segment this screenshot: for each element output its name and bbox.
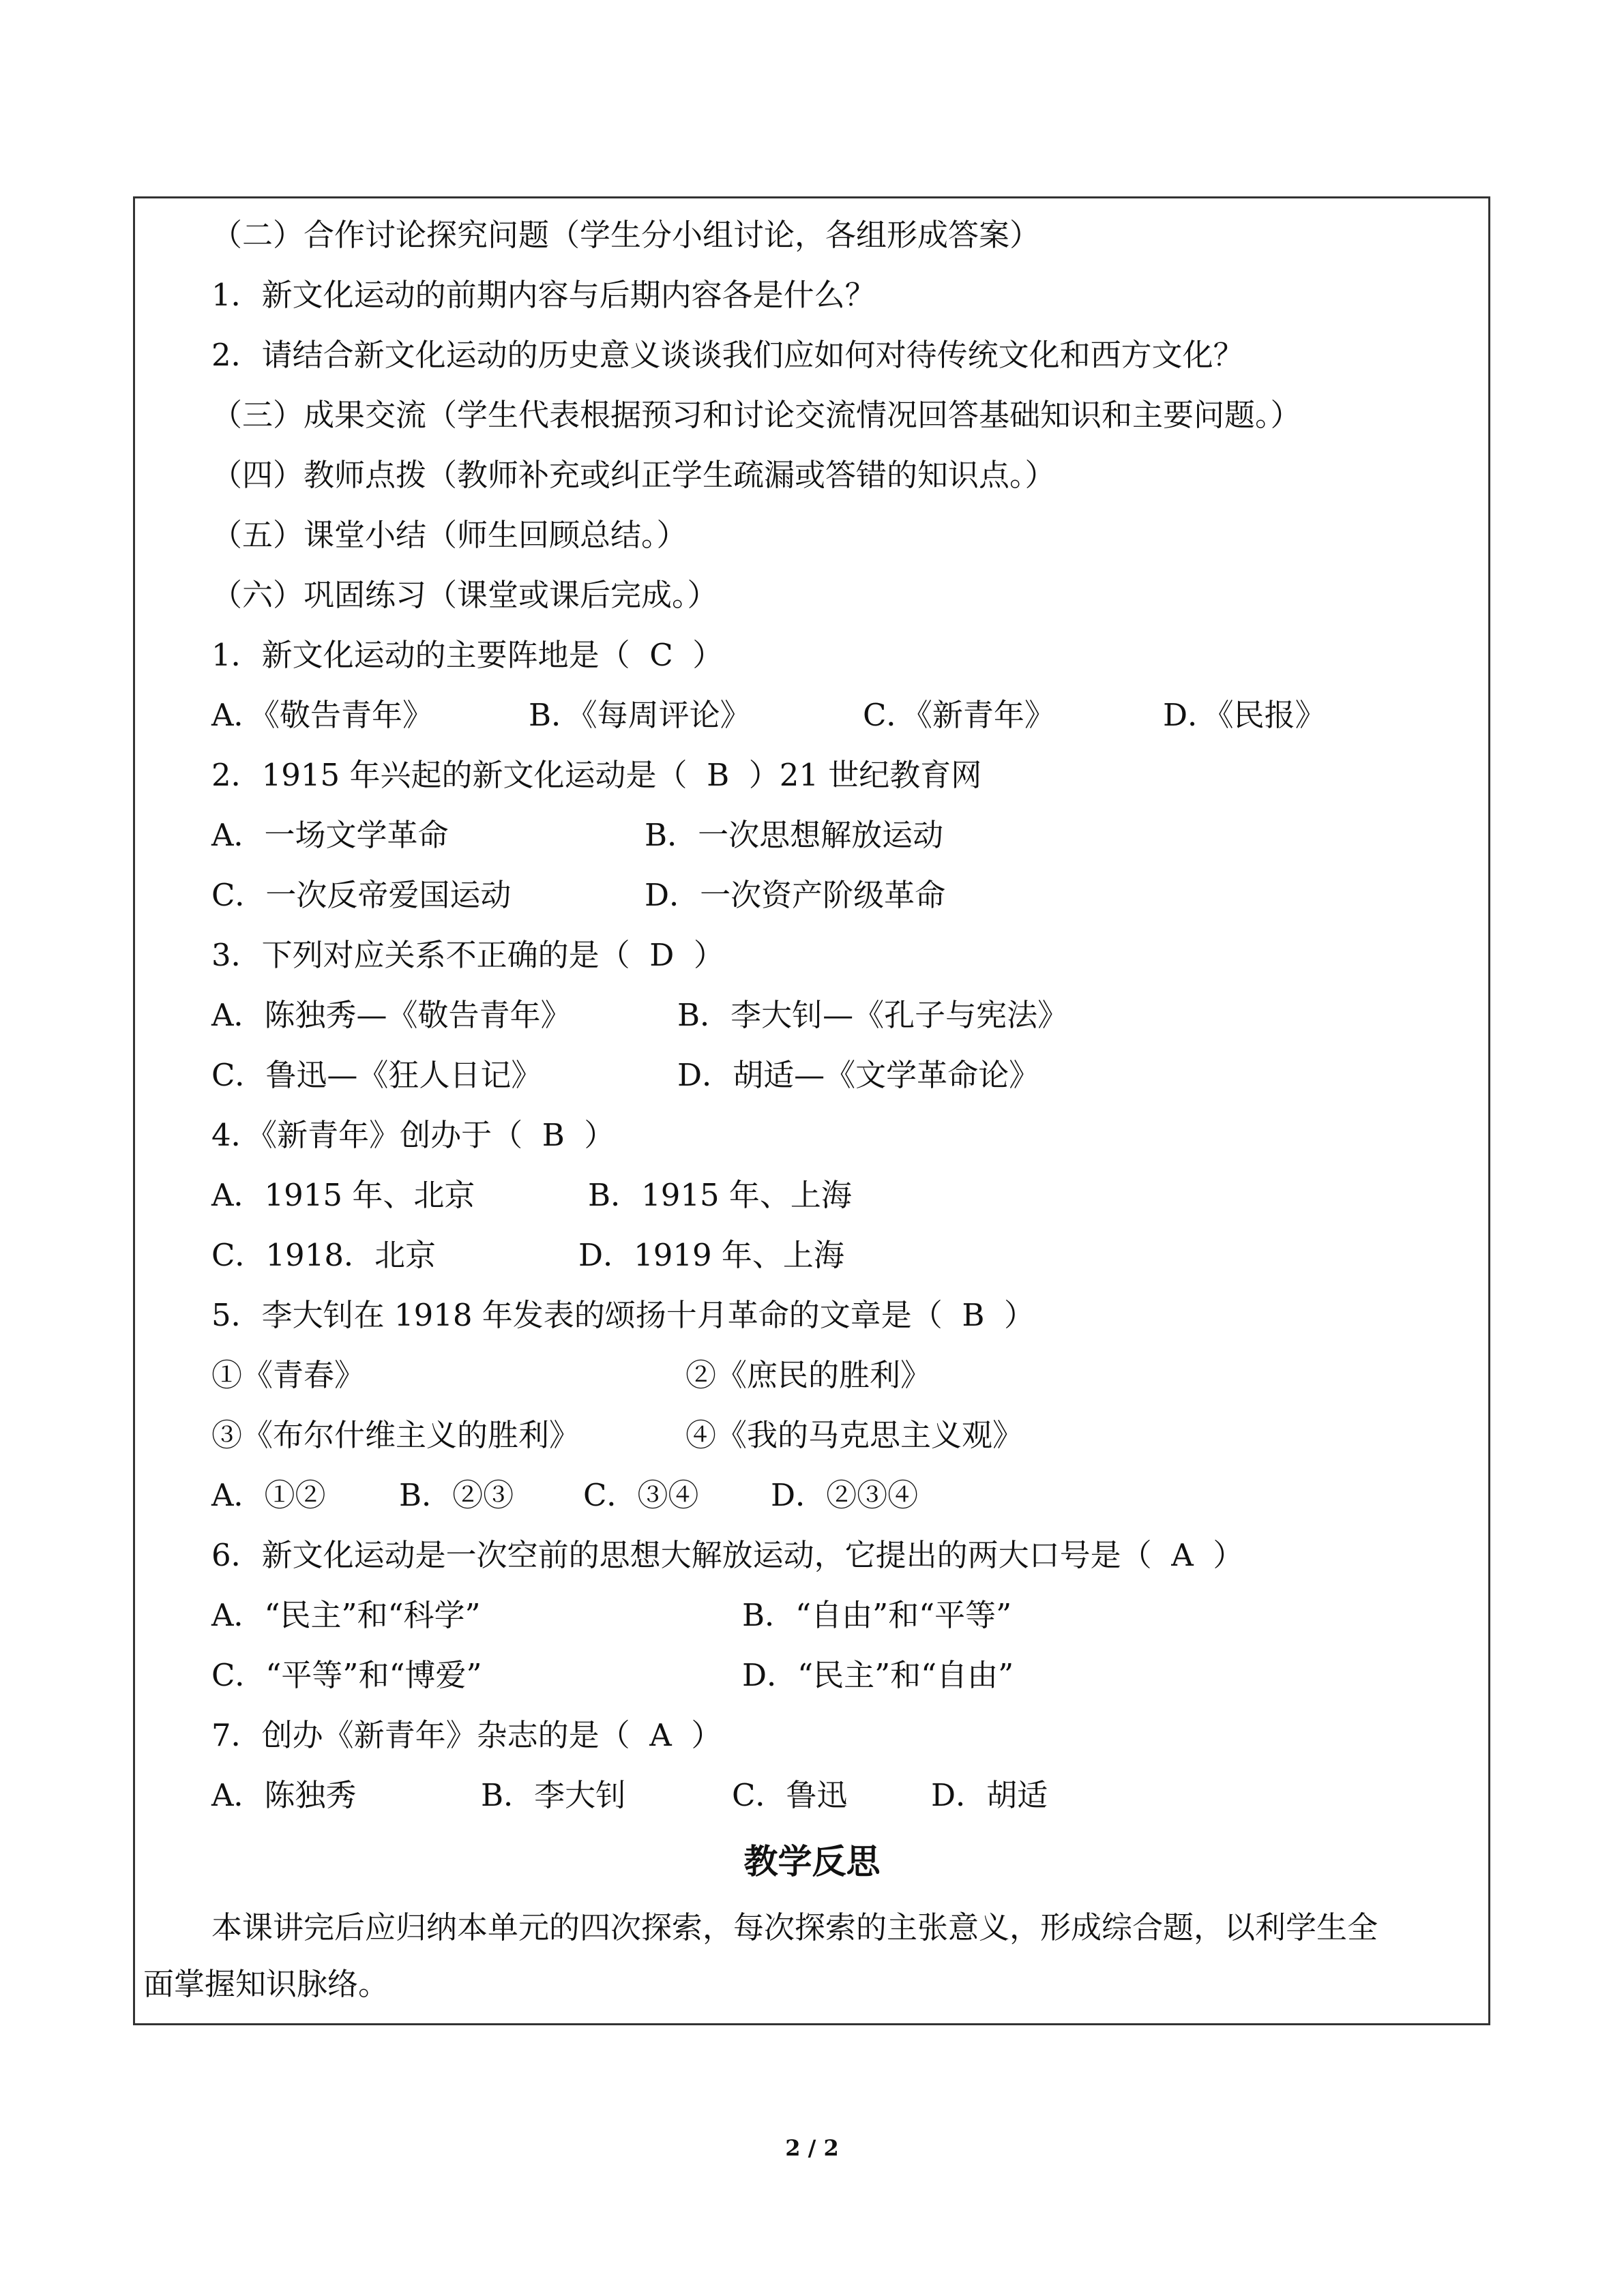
question-5-item-3: ③《布尔什维主义的胜利》 <box>211 1417 580 1453</box>
question-7-option-a: A．陈独秀 <box>211 1777 357 1813</box>
page-number: 2 / 2 <box>785 2135 839 2161</box>
question-2-option-b: B．一次思想解放运动 <box>645 817 944 853</box>
practice-section: （六）巩固练习（课堂或课后完成。） <box>211 577 718 613</box>
discussion-question-1: 1．新文化运动的前期内容与后期内容各是什么？ <box>211 277 876 313</box>
question-5-option-a: A．①② <box>211 1477 326 1513</box>
question-5-item-4: ④《我的马克思主义观》 <box>685 1417 1024 1453</box>
question-5-item-2: ②《庶民的胜利》 <box>685 1357 932 1393</box>
question-7-option-b: B．李大钊 <box>481 1777 627 1813</box>
question-3-option-c: C．鲁迅—《狂人日记》 <box>211 1057 542 1093</box>
question-2-option-c: C．一次反帝爱国运动 <box>211 877 512 913</box>
question-6-option-c: C．“平等”和“博爱” <box>211 1657 482 1693</box>
question-2-option-d: D．一次资产阶级革命 <box>645 877 946 913</box>
question-2-option-a: A．一场文学革命 <box>211 817 449 853</box>
question-6-option-b: B．“自由”和“平等” <box>742 1597 1012 1633</box>
question-3-option-d: D．胡适—《文学革命论》 <box>677 1057 1040 1093</box>
question-4-option-a: A．1915 年、北京 <box>211 1177 475 1213</box>
question-6-option-d: D．“民主”和“自由” <box>742 1657 1014 1693</box>
question-6-stem: 6．新文化运动是一次空前的思想大解放运动，它提出的两大口号是（ A ） <box>211 1537 1244 1573</box>
question-4-stem: 4．《新青年》创办于（ B ） <box>211 1117 615 1153</box>
question-2-stem: 2．1915 年兴起的新文化运动是（ B ）21 世纪教育网 <box>211 757 982 793</box>
question-1-option-d: D．《民报》 <box>1163 697 1326 733</box>
question-7-option-c: C．鲁迅 <box>732 1777 848 1813</box>
question-5-option-c: C．③④ <box>583 1477 699 1513</box>
question-4-option-b: B．1915 年、上海 <box>588 1177 852 1213</box>
question-6-option-a: A．“民主”和“科学” <box>211 1597 481 1633</box>
question-3-option-a: A．陈独秀—《敬告青年》 <box>211 997 572 1033</box>
question-5-item-1: ①《青春》 <box>211 1357 366 1393</box>
question-3-stem: 3．下列对应关系不正确的是（ D ） <box>211 937 724 973</box>
question-7-stem: 7．创办《新青年》杂志的是（ A ） <box>211 1717 722 1753</box>
guidance-section: （四）教师点拨（教师补充或纠正学生疏漏或答错的知识点。） <box>211 457 1056 493</box>
question-3-option-b: B．李大钊—《孔子与宪法》 <box>677 997 1069 1033</box>
reflection-line-2: 面掌握知识脉络。 <box>143 1966 389 2002</box>
question-1-option-a: A．《敬告青年》 <box>211 697 433 733</box>
question-1-option-c: C．《新青年》 <box>863 697 1055 733</box>
question-5-option-d: D．②③④ <box>771 1477 919 1513</box>
question-5-stem: 5．李大钊在 1918 年发表的颂扬十月革命的文章是（ B ） <box>211 1297 1035 1333</box>
question-5-option-b: B．②③ <box>399 1477 514 1513</box>
question-1-option-b: B．《每周评论》 <box>529 697 751 733</box>
discussion-question-2: 2．请结合新文化运动的历史意义谈谈我们应如何对待传统文化和西方文化？ <box>211 337 1244 373</box>
question-7-option-d: D．胡适 <box>931 1777 1048 1813</box>
question-4-option-c: C．1918．北京 <box>211 1237 436 1273</box>
question-4-option-d: D．1919 年、上海 <box>578 1237 844 1273</box>
summary-section: （五）课堂小结（师生回顾总结。） <box>211 517 688 553</box>
exchange-section: （三）成果交流（学生代表根据预习和讨论交流情况回答基础知识和主要问题。） <box>211 397 1301 433</box>
reflection-line-1: 本课讲完后应归纳本单元的四次探索，每次探索的主张意义，形成综合题，以利学生全 <box>211 1909 1378 1945</box>
discussion-heading: （二）合作讨论探究问题（学生分小组讨论，各组形成答案） <box>211 217 1041 253</box>
question-1-stem: 1．新文化运动的主要阵地是（ C ） <box>211 637 724 673</box>
reflection-title: 教学反思 <box>743 1841 881 1881</box>
